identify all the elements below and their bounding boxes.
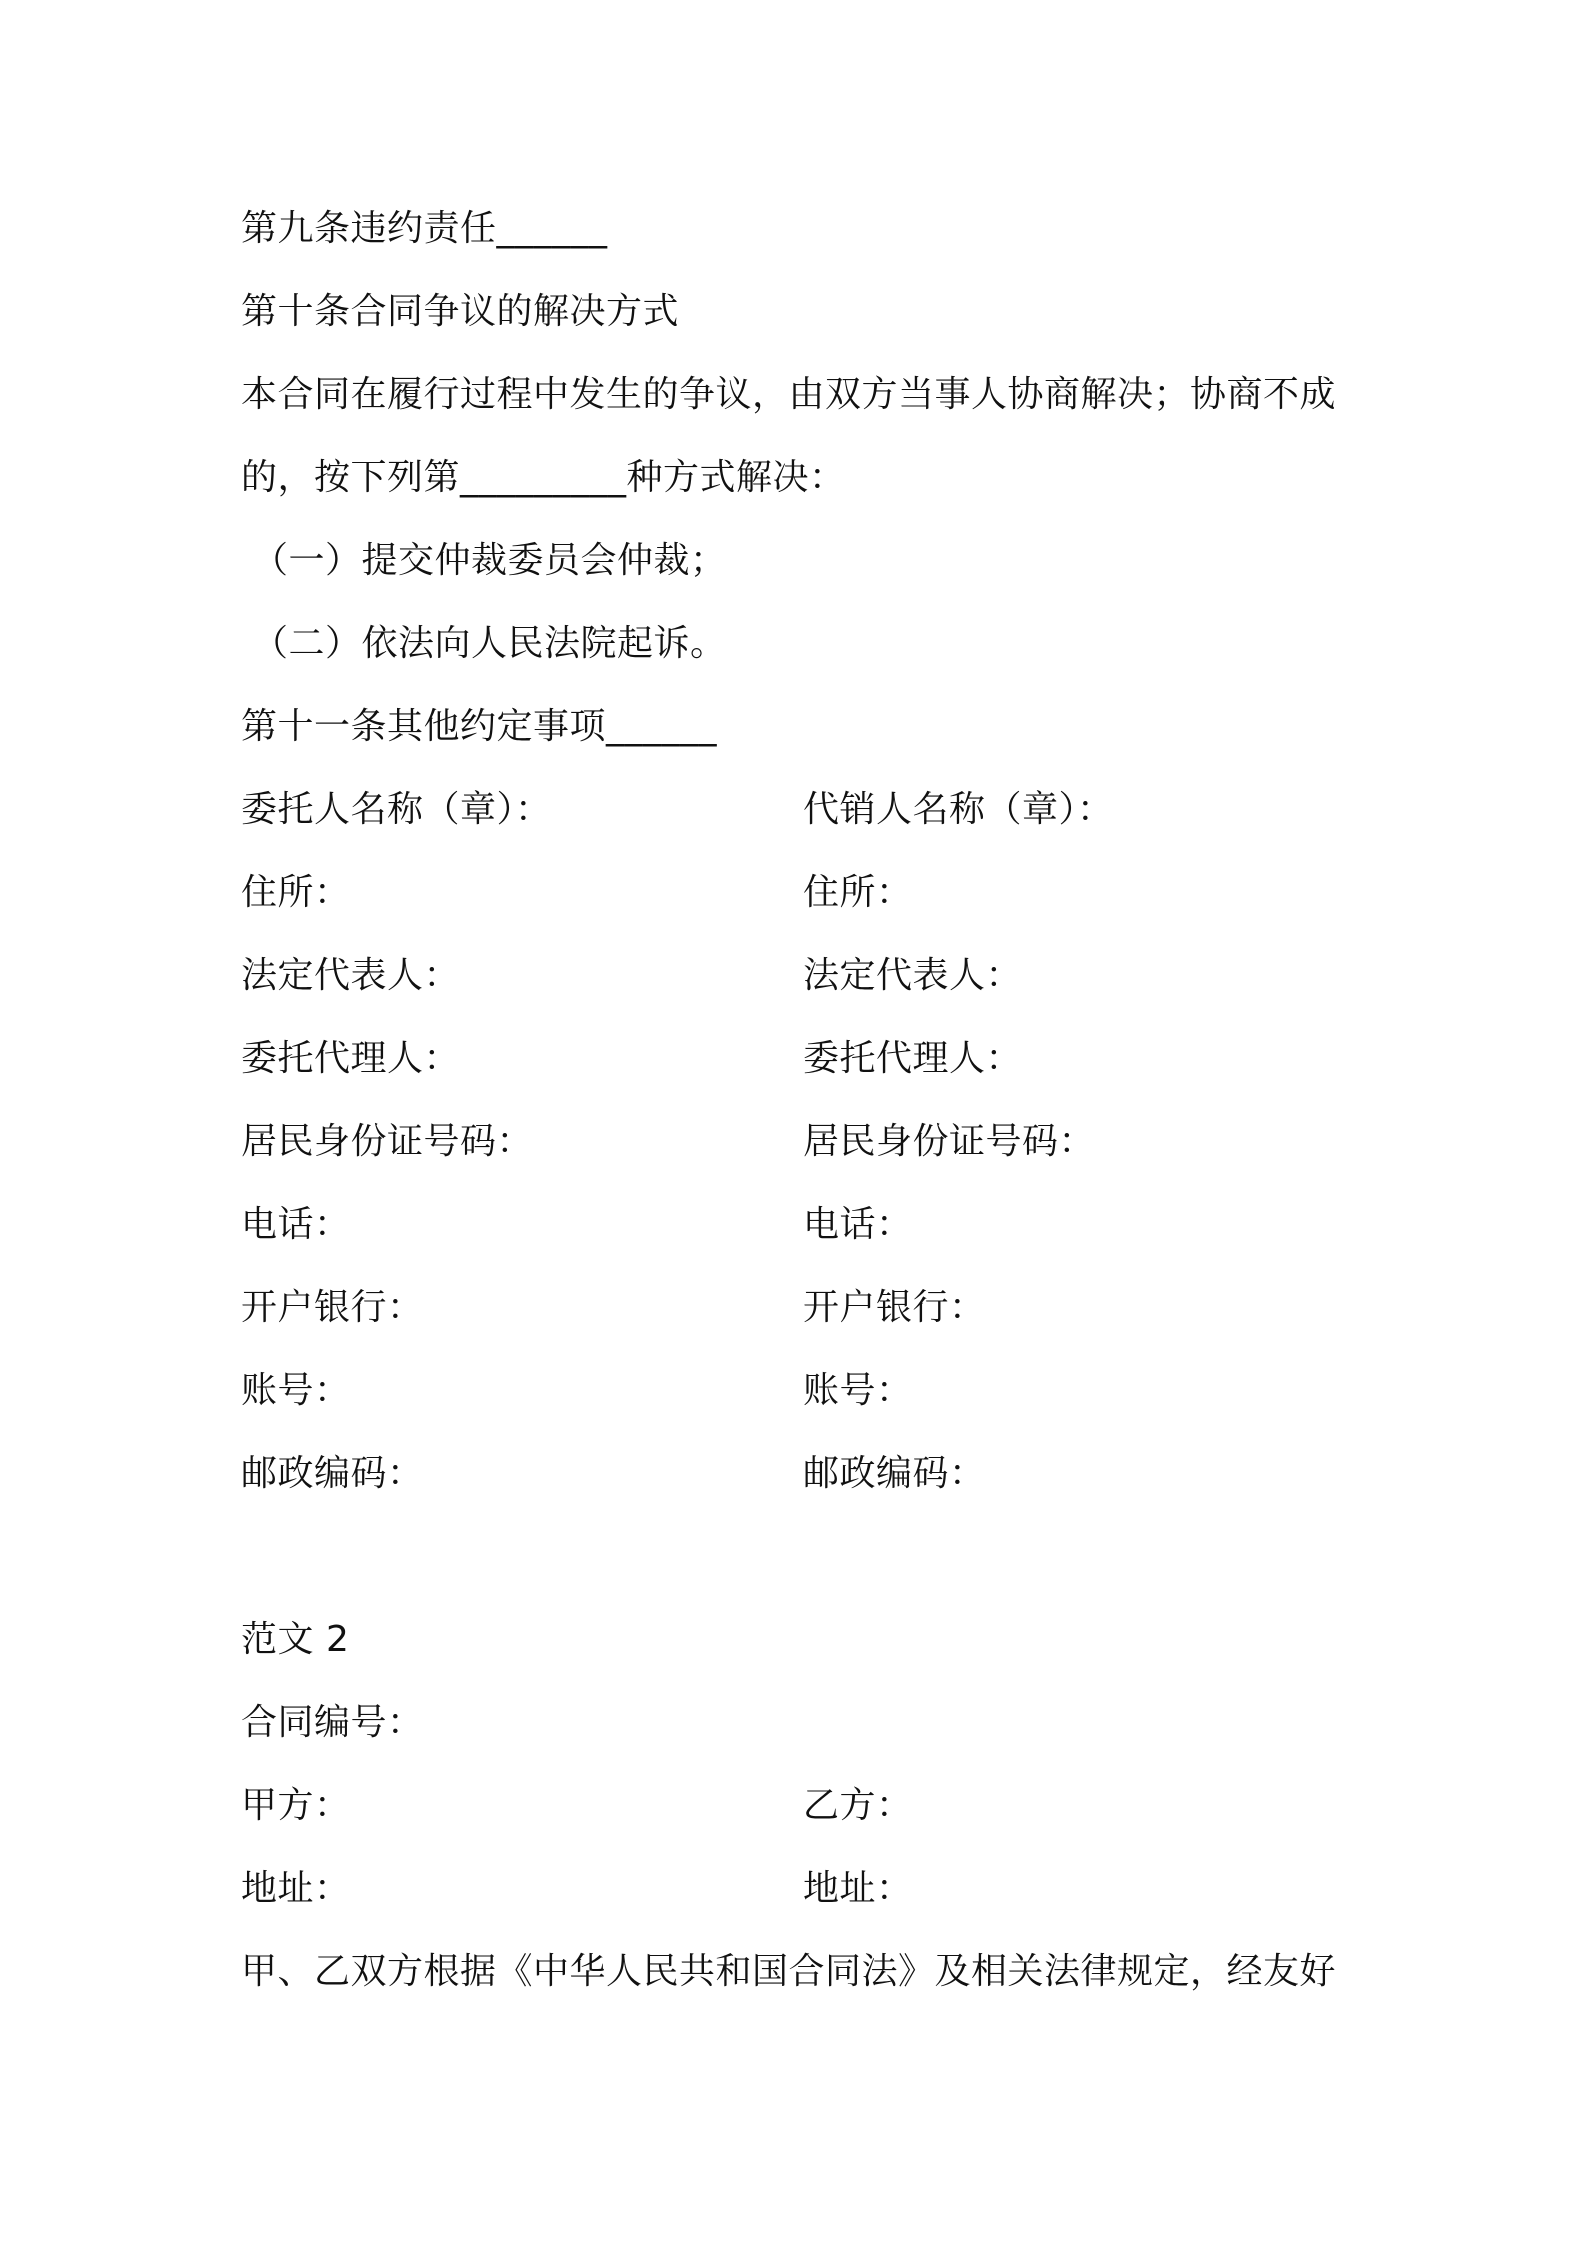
consignor-name-label: 委托人名称（章）：: [241, 789, 552, 830]
distributor-phone-label: 电话：: [803, 1204, 913, 1245]
clause-11-heading: 第十一条其他约定事项______: [241, 706, 718, 747]
intro-paragraph: 甲、乙双方根据《中华人民共和国合同法》及相关法律规定，经友好: [241, 1951, 1337, 1992]
clause-9-heading: 第九条违约责任______: [241, 208, 608, 249]
distributor-postcode-label: 邮政编码：: [803, 1453, 986, 1494]
distributor-name-label: 代销人名称（章）：: [803, 789, 1114, 830]
consignor-address-label: 住所：: [241, 872, 351, 913]
clause-10-heading: 第十条合同争议的解决方式: [241, 291, 680, 332]
clause-10-text-line-2: 的，按下列第_________种方式解决：: [241, 457, 846, 498]
distributor-bank-label: 开户银行：: [803, 1287, 986, 1328]
dispute-option-1: （一）提交仲裁委员会仲裁；: [252, 540, 727, 581]
party-b-label: 乙方：: [803, 1785, 913, 1826]
contract-number-label: 合同编号：: [241, 1702, 424, 1743]
party-b-address-label: 地址：: [803, 1868, 913, 1909]
distributor-legal-rep-label: 法定代表人：: [803, 955, 1023, 996]
consignor-postcode-label: 邮政编码：: [241, 1453, 424, 1494]
sample-2-heading: 范文 2: [241, 1619, 350, 1660]
consignor-id-number-label: 居民身份证号码：: [241, 1121, 534, 1162]
consignor-account-label: 账号：: [241, 1370, 351, 1411]
distributor-id-number-label: 居民身份证号码：: [803, 1121, 1096, 1162]
clause-10-text-line-1: 本合同在履行过程中发生的争议，由双方当事人协商解决；协商不成: [241, 374, 1337, 415]
party-a-label: 甲方：: [241, 1785, 351, 1826]
consignor-bank-label: 开户银行：: [241, 1287, 424, 1328]
distributor-agent-label: 委托代理人：: [803, 1038, 1023, 1079]
distributor-address-label: 住所：: [803, 872, 913, 913]
consignor-agent-label: 委托代理人：: [241, 1038, 461, 1079]
dispute-option-2: （二）依法向人民法院起诉。: [252, 623, 727, 664]
consignor-phone-label: 电话：: [241, 1204, 351, 1245]
party-a-address-label: 地址：: [241, 1868, 351, 1909]
consignor-legal-rep-label: 法定代表人：: [241, 955, 461, 996]
distributor-account-label: 账号：: [803, 1370, 913, 1411]
